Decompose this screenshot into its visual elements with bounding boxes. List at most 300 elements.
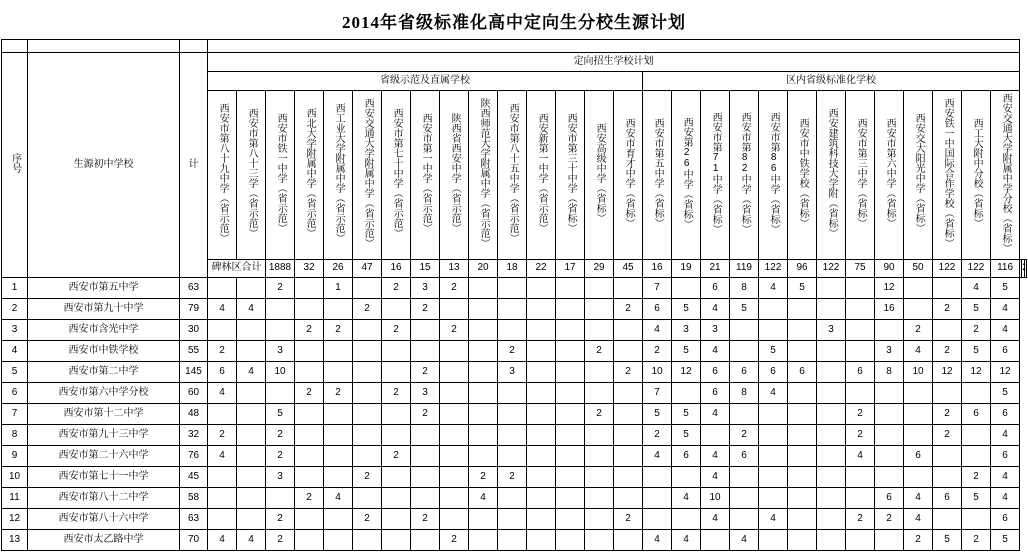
row-cell: 2 — [411, 299, 440, 320]
row-cell: 4 — [904, 509, 933, 530]
row-cell: 2 — [846, 404, 875, 425]
row-cell — [237, 467, 266, 488]
row-cell — [353, 320, 382, 341]
column-header-11: 西安新第一中学（省示范） — [527, 91, 556, 260]
row-cell — [353, 446, 382, 467]
spacer-cell-total — [180, 40, 208, 53]
row-cell — [527, 488, 556, 509]
row-seq: 8 — [2, 425, 28, 446]
column-header-27: 西安交通大学附属中学分校（省标） — [991, 91, 1020, 260]
row-cell — [237, 509, 266, 530]
subgroup-district-standard: 区内省级标准化学校 — [643, 72, 1020, 91]
row-cell — [846, 341, 875, 362]
row-cell — [237, 341, 266, 362]
row-cell — [614, 488, 643, 509]
row-cell: 6 — [208, 362, 237, 383]
row-cell: 4 — [991, 467, 1020, 488]
row-cell — [382, 509, 411, 530]
total-cell-1: 26 — [324, 260, 353, 278]
row-cell — [382, 404, 411, 425]
row-cell — [353, 341, 382, 362]
table-row — [2, 488, 1027, 509]
row-cell: 2 — [266, 278, 295, 299]
row-cell — [527, 299, 556, 320]
row-cell — [614, 383, 643, 404]
row-cell — [295, 278, 324, 299]
row-cell: 2 — [411, 509, 440, 530]
row-cell: 2 — [962, 320, 991, 341]
row-cell — [875, 404, 904, 425]
row-cell — [353, 530, 382, 551]
row-cell — [527, 446, 556, 467]
row-cell — [440, 362, 469, 383]
row-cell: 6 — [933, 488, 962, 509]
row-cell — [788, 299, 817, 320]
row-cell — [208, 320, 237, 341]
row-cell — [295, 362, 324, 383]
row-cell — [585, 383, 614, 404]
row-cell: 4 — [208, 299, 237, 320]
row-cell — [962, 446, 991, 467]
row-school-name: 西安市第七十一中学 — [28, 467, 180, 488]
row-cell — [527, 320, 556, 341]
row-cell — [759, 467, 788, 488]
row-seq: 11 — [2, 488, 28, 509]
row-cell: 2 — [933, 341, 962, 362]
row-cell: 2 — [295, 320, 324, 341]
row-cell: 2 — [614, 362, 643, 383]
row-total: 63 — [180, 509, 208, 530]
row-cell: 4 — [208, 530, 237, 551]
row-cell: 4 — [672, 530, 701, 551]
row-cell: 4 — [759, 509, 788, 530]
column-header-15: 西安市第五中学（省标） — [643, 91, 672, 260]
row-cell — [556, 320, 585, 341]
row-cell — [962, 425, 991, 446]
row-cell: 6 — [788, 362, 817, 383]
column-header-12: 西安市第三十中学（省标） — [556, 91, 585, 260]
row-cell: 6 — [991, 404, 1020, 425]
total-cell-10: 29 — [585, 260, 614, 278]
row-cell: 5 — [672, 341, 701, 362]
row-cell — [440, 383, 469, 404]
row-cell: 4 — [237, 362, 266, 383]
row-cell: 4 — [701, 299, 730, 320]
row-cell: 5 — [672, 299, 701, 320]
row-cell — [440, 446, 469, 467]
row-cell — [788, 530, 817, 551]
row-cell — [817, 362, 846, 383]
row-cell — [237, 383, 266, 404]
column-header-8: 陕西省西安中学（省示范） — [440, 91, 469, 260]
row-cell — [672, 509, 701, 530]
table-row — [2, 530, 1027, 551]
row-cell — [324, 425, 353, 446]
row-cell — [527, 341, 556, 362]
row-cell — [440, 404, 469, 425]
row-cell — [382, 341, 411, 362]
row-cell — [614, 404, 643, 425]
row-cell — [324, 404, 353, 425]
column-header-20: 西安市中铁学校（省标） — [788, 91, 817, 260]
row-cell — [324, 446, 353, 467]
row-cell — [730, 404, 759, 425]
row-cell: 2 — [382, 320, 411, 341]
row-cell: 6 — [875, 488, 904, 509]
row-cell — [208, 467, 237, 488]
row-cell: 3 — [498, 362, 527, 383]
row-cell: 2 — [411, 362, 440, 383]
row-cell — [788, 341, 817, 362]
row-cell: 8 — [730, 383, 759, 404]
row-cell — [295, 530, 324, 551]
row-cell: 5 — [788, 278, 817, 299]
row-cell — [817, 488, 846, 509]
row-cell: 2 — [846, 425, 875, 446]
row-cell: 2 — [208, 425, 237, 446]
spacer-row — [2, 40, 1027, 53]
row-cell — [788, 425, 817, 446]
row-cell — [498, 404, 527, 425]
source-plan-table — [1, 39, 1027, 551]
spacer-cell-left — [2, 40, 28, 53]
row-cell: 6 — [701, 362, 730, 383]
row-cell — [498, 320, 527, 341]
row-cell — [701, 425, 730, 446]
row-total: 79 — [180, 299, 208, 320]
total-row-label: 碑林区合计 — [208, 260, 266, 278]
row-cell: 2 — [614, 299, 643, 320]
table-row — [2, 278, 1027, 299]
column-header-18: 西安市第82中学（省标） — [730, 91, 759, 260]
row-cell — [759, 299, 788, 320]
row-cell — [527, 509, 556, 530]
row-cell: 4 — [237, 530, 266, 551]
row-cell — [440, 467, 469, 488]
row-total: 32 — [180, 425, 208, 446]
row-cell — [614, 278, 643, 299]
row-cell — [556, 530, 585, 551]
table-row — [2, 320, 1027, 341]
row-cell — [788, 488, 817, 509]
row-cell — [817, 425, 846, 446]
row-cell — [817, 278, 846, 299]
row-cell — [295, 467, 324, 488]
row-seq: 6 — [2, 383, 28, 404]
row-cell — [208, 404, 237, 425]
row-cell — [585, 425, 614, 446]
row-cell: 5 — [962, 488, 991, 509]
row-cell — [527, 425, 556, 446]
row-school-name: 西安市第五中学 — [28, 278, 180, 299]
column-header-25: 西安铁一中国际合作学校（省标） — [933, 91, 962, 260]
row-cell — [875, 467, 904, 488]
column-header-26: 西工大附中分校（省标） — [962, 91, 991, 260]
total-cell-24: 116 — [991, 260, 1020, 278]
row-cell: 2 — [353, 509, 382, 530]
row-cell — [411, 467, 440, 488]
row-cell — [295, 425, 324, 446]
row-cell: 7 — [643, 383, 672, 404]
table-row — [2, 509, 1027, 530]
row-seq: 12 — [2, 509, 28, 530]
spacer-cell-plan — [208, 40, 1020, 53]
row-cell — [759, 530, 788, 551]
row-cell — [353, 278, 382, 299]
row-cell — [208, 278, 237, 299]
spacer-cell-school — [28, 40, 180, 53]
total-cell-27 — [1024, 260, 1026, 278]
row-total: 76 — [180, 446, 208, 467]
row-cell: 3 — [411, 383, 440, 404]
page-title: 2014年省级标准化高中定向生分校生源计划 — [342, 13, 686, 32]
row-cell: 4 — [324, 488, 353, 509]
row-cell: 2 — [324, 383, 353, 404]
row-cell — [237, 488, 266, 509]
row-cell — [382, 425, 411, 446]
row-cell — [643, 509, 672, 530]
row-cell — [933, 467, 962, 488]
row-cell — [382, 530, 411, 551]
row-cell: 16 — [875, 299, 904, 320]
column-header-6: 西安市第七十中学（省示范） — [382, 91, 411, 260]
row-cell — [556, 278, 585, 299]
row-cell: 4 — [701, 446, 730, 467]
row-cell — [266, 383, 295, 404]
row-cell: 3 — [817, 320, 846, 341]
row-cell: 2 — [962, 530, 991, 551]
row-cell: 5 — [672, 425, 701, 446]
row-cell — [556, 509, 585, 530]
row-cell — [730, 341, 759, 362]
row-cell: 2 — [933, 404, 962, 425]
row-cell — [817, 341, 846, 362]
row-cell: 6 — [991, 341, 1020, 362]
row-cell — [527, 404, 556, 425]
row-cell — [556, 299, 585, 320]
row-cell — [904, 404, 933, 425]
row-cell — [266, 320, 295, 341]
row-cell: 12 — [672, 362, 701, 383]
column-header-4: 西工业大学附属中学（省示范） — [324, 91, 353, 260]
row-cell — [295, 404, 324, 425]
row-cell — [295, 341, 324, 362]
header-plan-group: 定向招生学校计划 — [208, 53, 1020, 72]
row-cell: 6 — [730, 362, 759, 383]
row-cell — [353, 362, 382, 383]
row-cell — [875, 446, 904, 467]
row-cell — [411, 446, 440, 467]
total-cell-14: 21 — [701, 260, 730, 278]
row-cell: 2 — [904, 320, 933, 341]
row-cell: 2 — [266, 425, 295, 446]
row-cell — [585, 446, 614, 467]
total-cell-9: 17 — [556, 260, 585, 278]
row-cell — [585, 278, 614, 299]
row-cell: 4 — [701, 509, 730, 530]
row-school-name: 西安市太乙路中学 — [28, 530, 180, 551]
row-cell — [353, 425, 382, 446]
row-cell — [556, 425, 585, 446]
row-cell: 2 — [266, 509, 295, 530]
row-cell: 10 — [904, 362, 933, 383]
row-cell — [498, 299, 527, 320]
row-cell — [585, 530, 614, 551]
row-cell — [382, 467, 411, 488]
total-row-sum: 1888 — [266, 260, 295, 278]
row-school-name: 西安市第十二中学 — [28, 404, 180, 425]
column-header-7: 西安市第一中学（省示范） — [411, 91, 440, 260]
row-cell: 2 — [498, 341, 527, 362]
table-row — [2, 383, 1027, 404]
row-total: 48 — [180, 404, 208, 425]
row-cell — [904, 278, 933, 299]
row-cell: 2 — [585, 404, 614, 425]
row-cell — [324, 530, 353, 551]
row-cell — [237, 278, 266, 299]
row-cell — [469, 362, 498, 383]
total-cell-7: 18 — [498, 260, 527, 278]
row-cell — [440, 341, 469, 362]
row-cell — [904, 299, 933, 320]
row-cell — [730, 467, 759, 488]
total-cell-0: 32 — [295, 260, 324, 278]
row-total: 60 — [180, 383, 208, 404]
row-cell — [846, 488, 875, 509]
column-header-21: 西安建筑科技大学附（省标） — [817, 91, 846, 260]
row-cell: 4 — [962, 278, 991, 299]
row-cell — [933, 509, 962, 530]
table-row — [2, 467, 1027, 488]
row-cell — [411, 425, 440, 446]
row-cell: 4 — [701, 467, 730, 488]
row-cell: 8 — [730, 278, 759, 299]
row-cell — [933, 446, 962, 467]
row-total: 45 — [180, 467, 208, 488]
row-cell: 2 — [846, 509, 875, 530]
row-cell: 6 — [701, 383, 730, 404]
table-row — [2, 299, 1027, 320]
table-row — [2, 446, 1027, 467]
row-cell: 6 — [701, 278, 730, 299]
total-cell-17: 96 — [788, 260, 817, 278]
row-cell: 2 — [382, 278, 411, 299]
row-cell — [324, 299, 353, 320]
row-cell — [846, 383, 875, 404]
row-total: 63 — [180, 278, 208, 299]
row-cell: 2 — [324, 320, 353, 341]
column-header-2: 西安市铁一中学（省示范） — [266, 91, 295, 260]
row-seq: 13 — [2, 530, 28, 551]
row-cell — [875, 530, 904, 551]
row-cell: 10 — [701, 488, 730, 509]
row-cell — [295, 446, 324, 467]
row-cell — [411, 341, 440, 362]
row-cell: 4 — [991, 488, 1020, 509]
total-cell-21: 50 — [904, 260, 933, 278]
column-header-22: 西安市第三中学（省标） — [846, 91, 875, 260]
row-cell: 3 — [266, 341, 295, 362]
column-header-13: 西安高级中学（省标） — [585, 91, 614, 260]
column-header-24: 西安交大阳光中学（省标） — [904, 91, 933, 260]
row-cell: 6 — [759, 362, 788, 383]
row-cell — [846, 320, 875, 341]
row-cell — [672, 383, 701, 404]
row-cell — [904, 383, 933, 404]
row-cell: 2 — [614, 509, 643, 530]
row-cell — [846, 467, 875, 488]
row-cell — [556, 362, 585, 383]
row-cell: 4 — [991, 320, 1020, 341]
row-cell — [237, 320, 266, 341]
row-cell: 2 — [643, 341, 672, 362]
row-cell — [904, 425, 933, 446]
row-cell: 2 — [295, 488, 324, 509]
row-cell — [324, 509, 353, 530]
row-cell: 5 — [672, 404, 701, 425]
row-cell — [382, 362, 411, 383]
row-total: 55 — [180, 341, 208, 362]
header-total: 计 — [180, 53, 208, 278]
total-cell-5: 13 — [440, 260, 469, 278]
row-cell — [237, 446, 266, 467]
column-header-17: 西安市第71中学（省标） — [701, 91, 730, 260]
row-cell — [469, 509, 498, 530]
row-cell — [469, 320, 498, 341]
row-cell: 2 — [933, 299, 962, 320]
row-seq: 7 — [2, 404, 28, 425]
row-cell — [585, 488, 614, 509]
row-cell — [498, 509, 527, 530]
row-cell — [353, 383, 382, 404]
row-cell: 6 — [991, 446, 1020, 467]
row-cell: 2 — [266, 530, 295, 551]
row-cell — [527, 383, 556, 404]
row-cell — [788, 446, 817, 467]
row-cell — [382, 488, 411, 509]
row-cell: 5 — [991, 383, 1020, 404]
total-cell-13: 19 — [672, 260, 701, 278]
row-cell — [672, 278, 701, 299]
row-cell — [759, 425, 788, 446]
row-cell — [817, 530, 846, 551]
row-cell: 7 — [643, 278, 672, 299]
row-cell — [556, 488, 585, 509]
row-cell: 4 — [237, 299, 266, 320]
row-cell: 4 — [730, 530, 759, 551]
row-cell — [933, 383, 962, 404]
column-header-5: 西安交通大学附属中学（省示范） — [353, 91, 382, 260]
row-cell: 4 — [701, 404, 730, 425]
row-cell: 6 — [730, 446, 759, 467]
row-school-name: 西安市第八十二中学 — [28, 488, 180, 509]
row-cell: 3 — [411, 278, 440, 299]
row-cell: 1 — [324, 278, 353, 299]
row-cell — [353, 404, 382, 425]
row-cell — [817, 404, 846, 425]
row-cell — [527, 362, 556, 383]
row-cell: 2 — [440, 530, 469, 551]
column-header-0: 西安市第八十九中学（省示范） — [208, 91, 237, 260]
table-row — [2, 362, 1027, 383]
row-cell — [817, 299, 846, 320]
row-cell: 2 — [411, 404, 440, 425]
row-cell — [469, 425, 498, 446]
row-cell: 4 — [991, 425, 1020, 446]
row-cell — [585, 320, 614, 341]
row-cell: 5 — [962, 341, 991, 362]
row-cell: 6 — [991, 509, 1020, 530]
